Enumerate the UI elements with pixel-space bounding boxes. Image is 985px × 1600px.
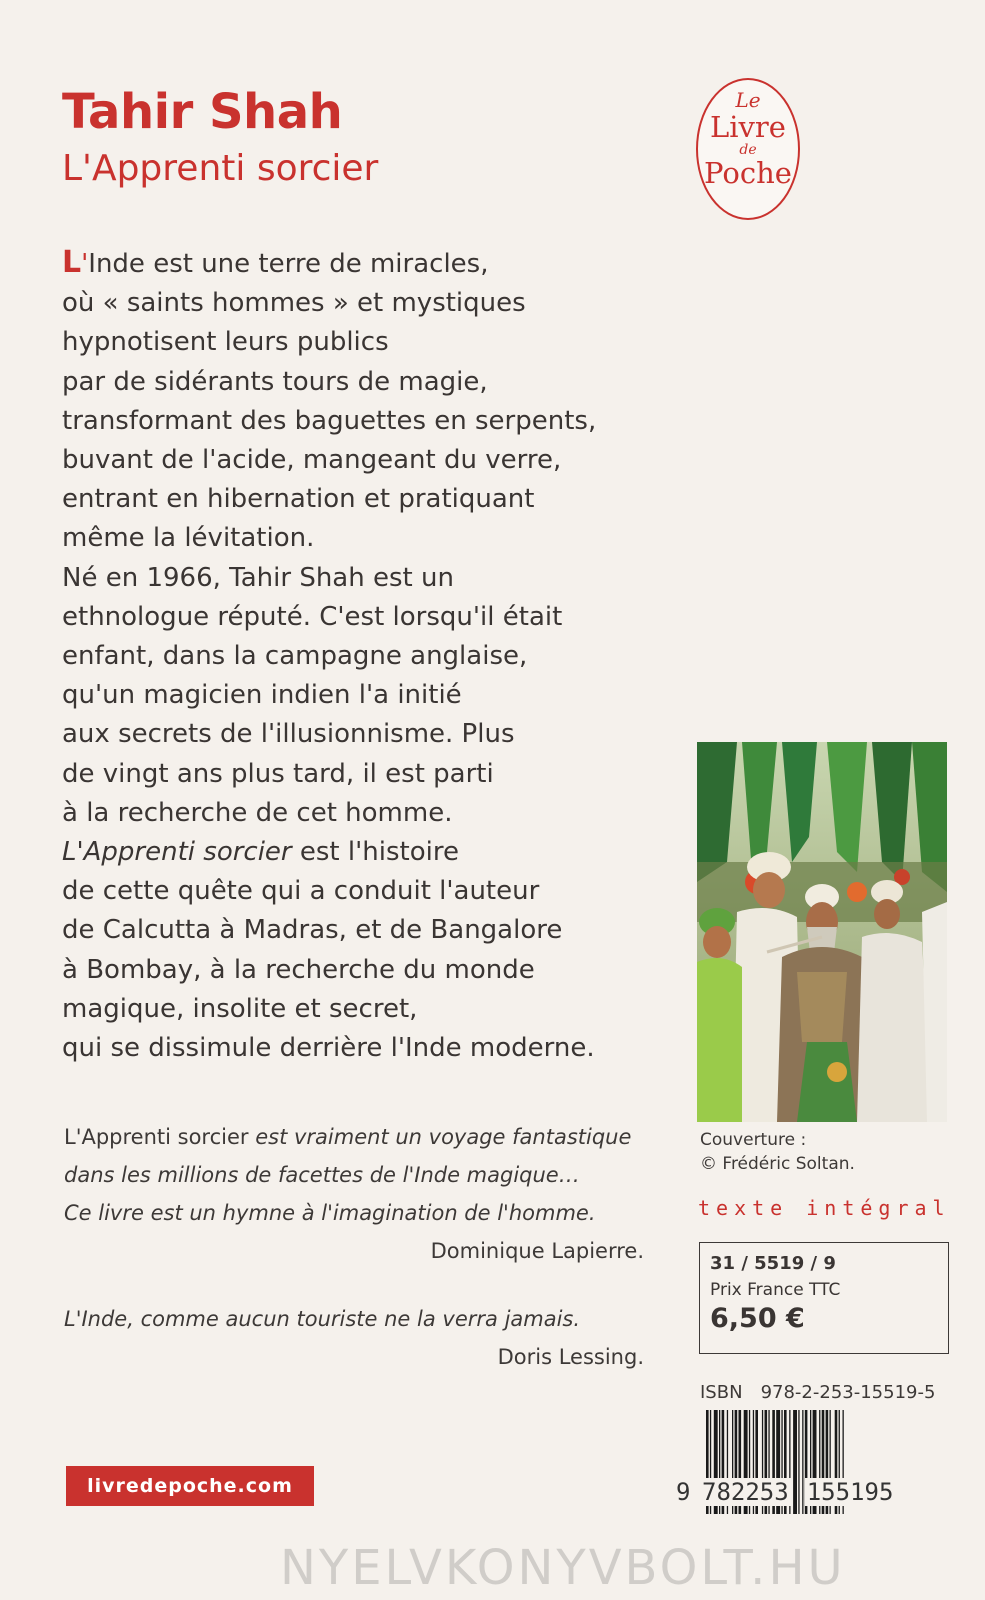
quote-line: L'Inde, comme aucun touriste ne la verra jamais.: [64, 1307, 581, 1331]
blurb-line: entrant en hibernation et pratiquant: [62, 484, 535, 515]
price-label: Prix France TTC: [710, 1280, 841, 1300]
blurb-line: même la lévitation.: [62, 523, 315, 554]
blurb-line: ethnologue réputé. C'est lorsqu'il était: [62, 601, 563, 632]
blurb-line: aux secrets de l'illusionnisme. Plus: [62, 719, 515, 750]
blurb-line: qui se dissimule derrière l'Inde moderne.: [62, 1033, 595, 1064]
blurb-line: L'Inde est une terre de miracles,: [62, 245, 489, 280]
isbn: ISBN 978-2-253-15519-5: [700, 1382, 936, 1403]
quote-line: Ce livre est un hymne à l'imagination de l'homme.: [64, 1201, 596, 1225]
livre-de-poche-logo: Le Livre de Poche: [696, 78, 800, 220]
quote-author: Dominique Lapierre.: [430, 1239, 644, 1263]
blurb-line: de cette quête qui a conduit l'auteur: [62, 876, 540, 907]
press-quotes: [64, 1118, 644, 1376]
barcode-number: 9 782253 155195: [676, 1478, 894, 1506]
watermark: NYELVKONYVBOLT.HU: [280, 1540, 846, 1596]
quote-line: L'Apprenti sorcier est vraiment un voyage fantastique: [64, 1125, 632, 1149]
blurb-line: qu'un magicien indien l'a initié: [62, 680, 462, 711]
quote-line: dans les millions de facettes de l'Inde magique…: [64, 1163, 580, 1187]
blurb-line: L'Apprenti sorcier est l'histoire: [62, 837, 459, 868]
isbn-number: 978-2-253-15519-5: [760, 1382, 936, 1403]
cover-credit: Couverture : © Frédéric Soltan.: [700, 1130, 855, 1174]
drop-letter: L: [62, 245, 82, 280]
blurb-line: enfant, dans la campagne anglaise,: [62, 641, 528, 672]
blurb-text: [62, 243, 662, 1068]
italic-title: L'Apprenti sorcier: [62, 837, 292, 868]
edition-label: texte intégral: [698, 1196, 951, 1220]
blurb-line: de vingt ans plus tard, il est parti: [62, 758, 494, 789]
book-title: L'Apprenti sorcier: [62, 148, 379, 189]
blurb-line: buvant de l'acide, mangeant du verre,: [62, 445, 562, 476]
blurb-line: à la recherche de cet homme.: [62, 797, 453, 828]
blurb-line: magique, insolite et secret,: [62, 993, 418, 1024]
product-code: 31 / 5519 / 9: [710, 1253, 836, 1274]
blurb-line: hypnotisent leurs publics: [62, 327, 389, 358]
blurb-line: Né en 1966, Tahir Shah est un: [62, 562, 454, 593]
author-name: Tahir Shah: [62, 84, 343, 140]
cover-photo: [697, 742, 947, 1122]
blurb-line: à Bombay, à la recherche du monde: [62, 954, 535, 985]
quote-author: Doris Lessing.: [497, 1345, 644, 1369]
blurb-line: transformant des baguettes en serpents,: [62, 405, 597, 436]
price-box: [699, 1242, 949, 1354]
website-link[interactable]: livredepoche.com: [66, 1466, 314, 1506]
price-value: 6,50 €: [710, 1303, 805, 1334]
blurb-line: de Calcutta à Madras, et de Bangalore: [62, 915, 563, 946]
blurb-line: où « saints hommes » et mystiques: [62, 288, 526, 319]
blurb-line: par de sidérants tours de magie,: [62, 366, 488, 397]
